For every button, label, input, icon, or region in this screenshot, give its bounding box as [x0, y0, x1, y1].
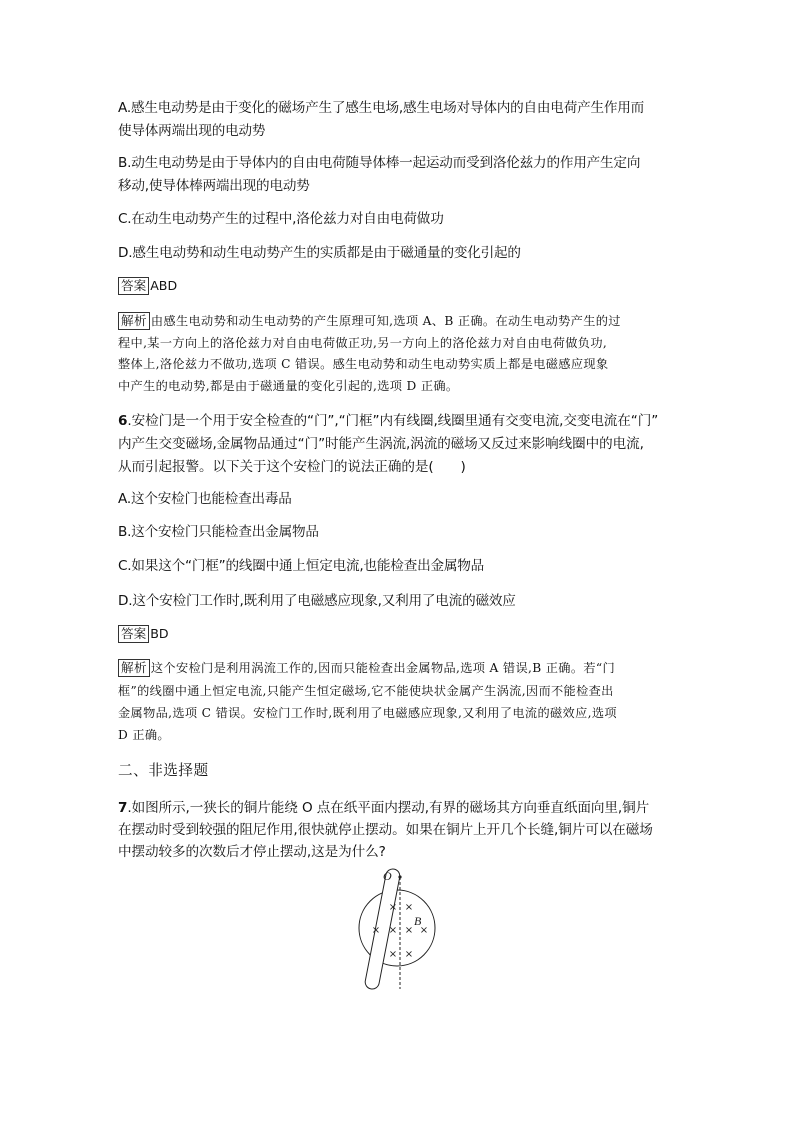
analysis-tag: 解析	[118, 312, 150, 330]
answer-value: ABD	[150, 278, 178, 293]
section-heading: 二、非选择题	[118, 762, 209, 779]
question-text: .安检门是一个用于安全检查的“门”,“门框”内有线圈,线圈里通有交变电流,交变电流在“门”	[127, 413, 659, 429]
field-cross-icon: ×	[388, 925, 398, 936]
field-cross-icon: ×	[419, 925, 429, 936]
question-number: 6	[118, 413, 128, 429]
q5-option-a-line2: 使导体两端出现的电动势	[118, 123, 266, 139]
q7-stem-line2: 在摆动时受到较强的阻尼作用,很快就停止摆动。如果在铜片上开几个长缝,铜片可以在磁场	[118, 822, 653, 838]
answer-tag: 答案	[118, 277, 149, 295]
field-cross-icon: ×	[404, 902, 414, 913]
field-label: B	[414, 914, 422, 928]
q7-stem-line3: 中摆动较多的次数后才停止摆动,这是为什么?	[118, 844, 386, 860]
q5-option-b-line1: B.动生电动势是由于导体内的自由电荷随导体棒一起运动而受到洛伦兹力的作用产生定向	[118, 155, 641, 171]
q6-option-a: A.这个安检门也能检查出毒品	[118, 491, 292, 507]
answer-value: BD	[150, 626, 169, 641]
field-cross-icon: ×	[404, 949, 414, 960]
analysis-text: 由感生电动势和动生电动势的产生原理可知,选项 A、B 正确。在动生电动势产生的过	[150, 314, 621, 328]
q6-option-c: C.如果这个“门框”的线圈中通上恒定电流,也能检查出金属物品	[118, 558, 485, 574]
pivot-label: O	[383, 869, 392, 883]
q6-analysis-line2: 框”的线圈中通上恒定电流,只能产生恒定磁场,它不能使块状金属产生涡流,因而不能检查出	[118, 684, 614, 698]
q5-analysis-line1	[118, 312, 621, 330]
q6-analysis-line4: D 正确。	[118, 728, 170, 742]
field-cross-icon: ×	[388, 902, 398, 913]
q5-analysis-line4: 中产生的电动势,都是由于磁通量的变化引起的,选项 D 正确。	[118, 379, 459, 393]
answer-tag: 答案	[118, 625, 149, 643]
q5-option-d: D.感生电动势和动生电动势产生的实质都是由于磁通量的变化引起的	[118, 245, 521, 261]
q6-answer	[118, 623, 169, 643]
q5-analysis-line3: 整体上,洛伦兹力不做功,选项 C 错误。感生电动势和动生电动势实质上都是电磁感应现象	[118, 357, 609, 371]
q6-option-d: D.这个安检门工作时,既利用了电磁感应现象,又利用了电流的磁效应	[118, 593, 516, 609]
question-text: .如图所示,一狭长的铜片能绕 O 点在纸平面内摆动,有界的磁场其方向垂直纸面向里,铜片	[127, 800, 650, 816]
q7-stem-line1	[118, 796, 649, 816]
q6-stem-line3: 从而引起报警。以下关于这个安检门的说法正确的是( )	[118, 459, 466, 475]
q6-stem-line2: 内产生交变磁场,金属物品通过“门”时能产生涡流,涡流的磁场又反过来影响线圈中的电流,	[118, 436, 644, 452]
q5-option-c: C.在动生电动势产生的过程中,洛伦兹力对自由电荷做功	[118, 211, 444, 227]
field-cross-icon: ×	[371, 925, 381, 936]
analysis-tag: 解析	[118, 659, 150, 677]
q6-stem-line1	[118, 409, 658, 429]
field-cross-icon: ×	[388, 949, 398, 960]
q5-option-a-line1: A.感生电动势是由于变化的磁场产生了感生电场,感生电场对导体内的自由电荷产生作用而	[118, 100, 645, 116]
question-number: 7	[118, 800, 128, 816]
q6-analysis-line3: 金属物品,选项 C 错误。安检门工作时,既利用了电磁感应现象,又利用了电流的磁效应,选项	[118, 706, 617, 720]
q5-analysis-line2: 程中,某一方向上的洛伦兹力对自由电荷做正功,另一方向上的洛伦兹力对自由电荷做负功,	[118, 336, 608, 350]
copper-pendulum-figure	[352, 865, 462, 995]
q6-option-b: B.这个安检门只能检查出金属物品	[118, 524, 319, 540]
q5-option-b-line2: 移动,使导体棒两端出现的电动势	[118, 178, 310, 194]
field-cross-icon: ×	[404, 925, 414, 936]
pivot-point	[398, 875, 401, 878]
q5-answer	[118, 275, 177, 295]
analysis-text: 这个安检门是利用涡流工作的,因而只能检查出金属物品,选项 A 错误,B 正确。若“门	[150, 661, 616, 675]
q6-analysis-line1	[118, 659, 615, 677]
